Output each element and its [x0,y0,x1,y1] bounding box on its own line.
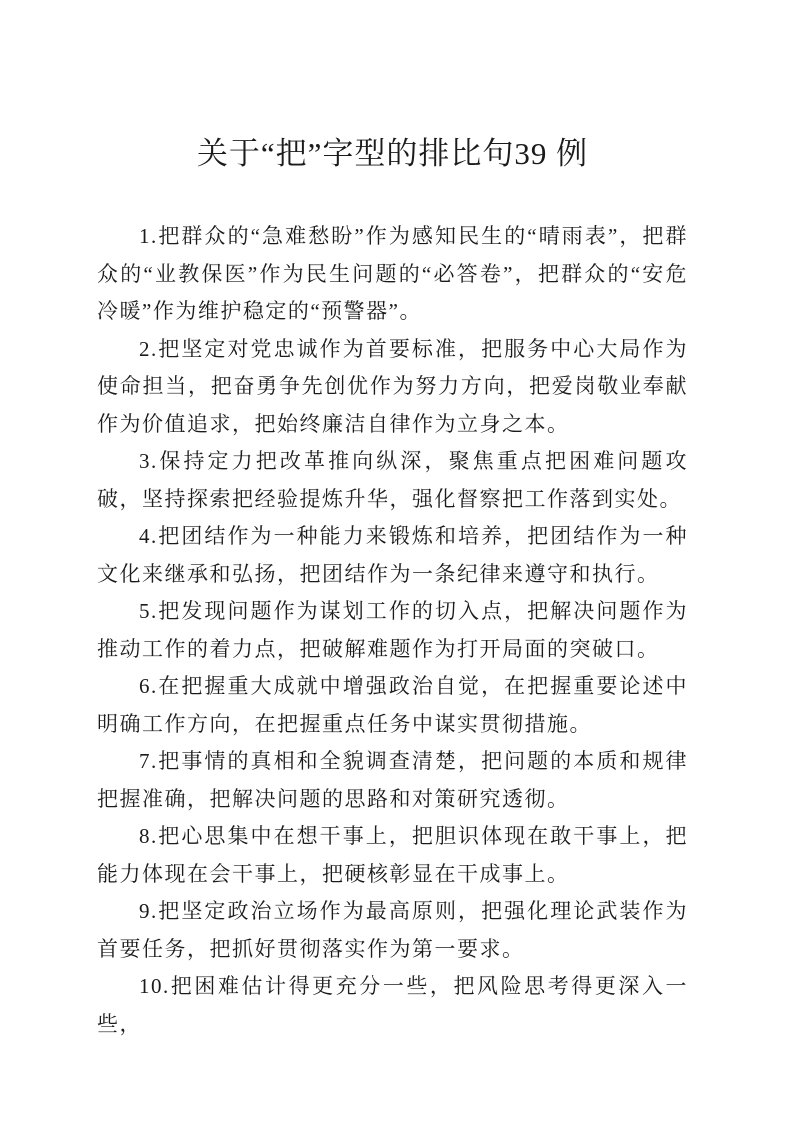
document-title: 关于“把”字型的排比句39 例 [196,136,589,171]
paragraph-10: 10.把困难估计得更充分一些，把风险思考得更深入一些， [97,974,688,1036]
paragraph-3: 3.保持定力把改革推向纵深，聚焦重点把困难问题攻破，坚持探索把经验提炼升华，强化督察把工作落到实处。 [97,449,688,511]
paragraph-1: 1.把群众的“急难愁盼”作为感知民生的“晴雨表”，把群众的“业教保医”作为民生问题的“必答卷”，把群众的“安危冷暖”作为维护稳定的“预警器”。 [97,224,688,323]
paragraph-9: 9.把坚定政治立场作为最高原则，把强化理论武装作为首要任务，把抓好贯彻落实作为第一要求。 [97,899,688,961]
paragraph-7: 7.把事情的真相和全貌调查清楚，把问题的本质和规律把握准确，把解决问题的思路和对策研究透彻。 [97,749,688,811]
paragraph-8: 8.把心思集中在想干事上，把胆识体现在敢干事上，把能力体现在会干事上，把硬核彰显在干成事上。 [97,824,688,886]
paragraph-6: 6.在把握重大成就中增强政治自觉，在把握重要论述中明确工作方向，在把握重点任务中谋实贯彻措施。 [97,674,688,736]
paragraph-2: 2.把坚定对党忠诚作为首要标准，把服务中心大局作为使命担当，把奋勇争先创优作为努力方向，把爱岗敬业奉献作为价值追求，把始终廉洁自律作为立身之本。 [97,336,688,436]
paragraph-5: 5.把发现问题作为谋划工作的切入点，把解决问题作为推动工作的着力点，把破解难题作为打开局面的突破口。 [97,599,688,661]
document-body [97,218,688,1043]
paragraph-4: 4.把团结作为一种能力来锻炼和培养，把团结作为一种文化来继承和弘扬，把团结作为一条纪律来遵守和执行。 [97,524,688,586]
